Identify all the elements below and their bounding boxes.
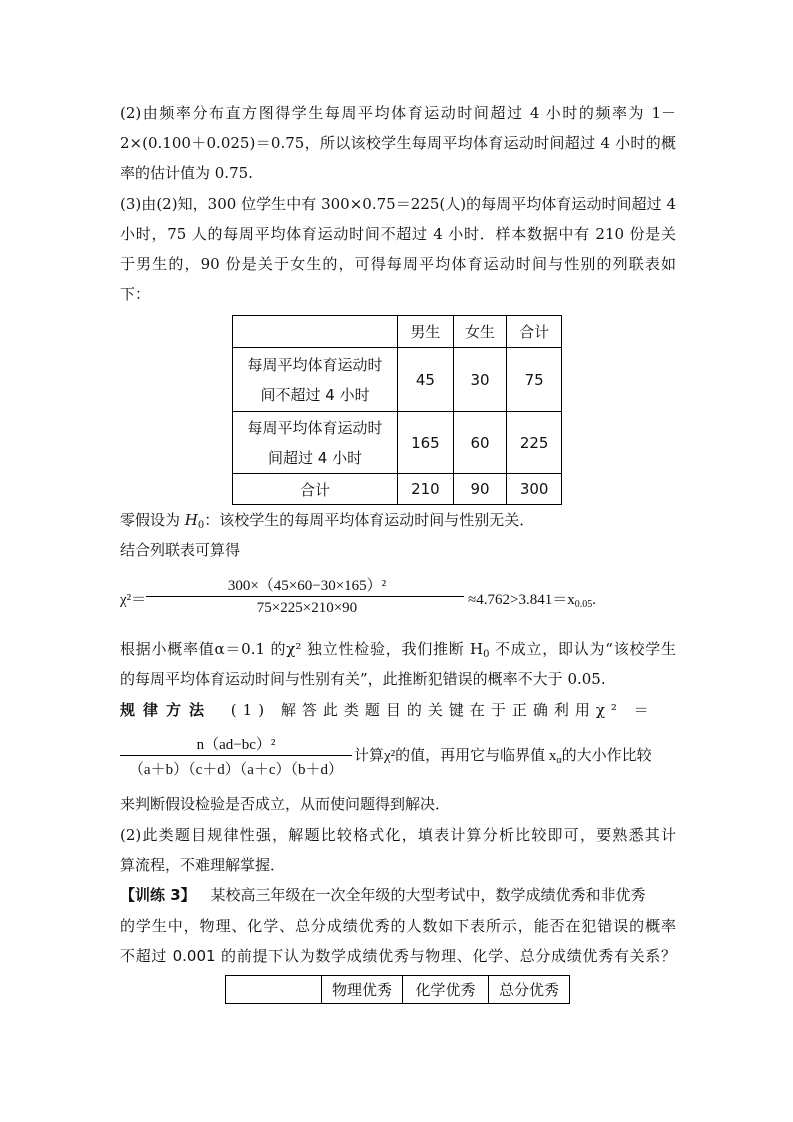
table-header-cell: 合计 (507, 316, 562, 348)
conclusion-line-1 (120, 639, 676, 659)
method-formula (120, 733, 676, 781)
para3-line-1: (3)由(2)知，300 位学生中有 300×0.75＝225(人)的每周平均体育运动时间超过 4 (120, 195, 676, 213)
formula-lhs: χ²＝ (120, 592, 147, 608)
row-label-line: 间不超过 4 小时 (260, 385, 370, 404)
para3-line-2: 小时，75 人的每周平均体育运动时间不超过 4 小时．样本数据中有 210 份是关 (120, 225, 676, 243)
hypothesis-symbol: H (184, 511, 198, 529)
para3-line-4: 下： (120, 285, 151, 303)
fraction-bar (146, 596, 464, 597)
calc-intro: 结合列联表可算得 (120, 541, 241, 559)
formula-rhs-subscript: 0.05 (574, 599, 593, 610)
training-line-3: 不超过 0.001 的前提下认为数学成绩优秀与物理、化学、总分成绩优秀有关系？ (120, 947, 676, 965)
training-tag: 【训练 3】 (120, 886, 196, 904)
method-after-text: 计算χ²的值，再用它与临界值 x (354, 748, 557, 764)
row-label-line: 间超过 4 小时 (267, 448, 363, 467)
table-cell: 90 (453, 474, 507, 505)
hypothesis-prefix: 零假设为 (120, 511, 185, 529)
formula-denominator: 75×225×210×90 (256, 600, 358, 616)
chi-square-formula (120, 574, 596, 624)
table-cell: 210 (398, 474, 454, 505)
method-after (354, 744, 652, 765)
para2-line-1: (2)由频率分布直方图得学生每周平均体育运动时间超过 4 小时的频率为 1－ (120, 104, 676, 122)
table-row (233, 474, 562, 505)
table-cell: 165 (398, 412, 454, 474)
table-header-cell: 化学优秀 (403, 976, 489, 1004)
table-cell: 45 (398, 348, 454, 412)
method-title: 规律方法 (120, 701, 213, 719)
formula-rhs (468, 588, 596, 609)
table-header-cell: 男生 (398, 316, 454, 348)
method-line-4: (2)此类题目规律性强，解题比较格式化，填表计算分析比较即可，要熟悉其计 (120, 826, 676, 844)
conclusion-line-2: 的每周平均体育运动时间与性别有关”，此推断犯错误的概率不大于 0.05. (120, 670, 606, 688)
table-cell: 75 (507, 348, 562, 412)
para2-line-3: 率的估计值为 0.75. (120, 164, 253, 182)
row-label: 合计 (233, 474, 398, 505)
table-header-cell: 总分优秀 (489, 976, 570, 1004)
method-text: (1) 解答此类题目的关键在于正确利用χ² ＝ (230, 701, 655, 719)
table-cell: 30 (453, 348, 507, 412)
table-header-cell: 物理优秀 (322, 976, 403, 1004)
table-header-cell (233, 316, 398, 348)
method-line-3: 来判断假设检验是否成立，从而使问题得到解决． (120, 795, 451, 813)
conclusion-text: 不成立，即认为“该校学生 (489, 640, 676, 658)
formula-numerator: 300×（45×60−30×165）² (227, 578, 387, 594)
row-label (233, 348, 398, 412)
method-line-1 (120, 700, 676, 720)
training-line-1 (120, 885, 676, 905)
conclusion-subscript: 0 (483, 649, 490, 660)
fraction-bar (120, 755, 352, 756)
method-numerator: n（ad−bc）² (196, 737, 276, 753)
table-cell: 300 (507, 474, 562, 505)
method-line-5: 算流程，不难理解掌握． (120, 856, 286, 874)
formula-rhs-end: . (592, 592, 596, 608)
method-after-subscript: α (556, 755, 562, 766)
conclusion-text: 根据小概率值α＝0.1 的χ² 独立性检验，我们推断 H (120, 640, 484, 658)
para3-line-3: 于男生的，90 份是关于女生的，可得每周平均体育运动时间与性别的列联表如 (120, 255, 676, 273)
table-header-cell (226, 976, 322, 1004)
table-header-row (233, 316, 562, 348)
table-row (233, 412, 562, 474)
para2-line-2: 2×(0.100＋0.025)＝0.75，所以该校学生每周平均体育运动时间超过 4 小时的概 (120, 134, 676, 152)
table-header-row (226, 976, 570, 1004)
training-line-2: 的学生中，物理、化学、总分成绩优秀的人数如下表所示，能否在犯错误的概率 (120, 917, 676, 935)
method-after-text: 的大小作比较 (561, 748, 652, 764)
contingency-table (232, 315, 562, 505)
table-cell: 60 (453, 412, 507, 474)
formula-rhs-value: ≈4.762>3.841＝x (468, 592, 575, 608)
null-hypothesis (120, 510, 676, 530)
training-table (225, 975, 570, 1004)
hypothesis-text: ：该校学生的每周平均体育运动时间与性别无关． (204, 511, 535, 529)
row-label-line: 每周平均体育运动时 (247, 418, 383, 437)
training-text: 某校高三年级在一次全年级的大型考试中，数学成绩优秀和非优秀 (210, 886, 646, 904)
method-denominator: （a＋b）（c＋d）（a＋c）（b＋d） (128, 762, 344, 778)
row-label-line: 每周平均体育运动时 (247, 355, 383, 374)
table-cell: 225 (507, 412, 562, 474)
table-header-cell: 女生 (453, 316, 507, 348)
row-label (233, 412, 398, 474)
table-row (233, 348, 562, 412)
hypothesis-subscript: 0 (197, 520, 205, 531)
